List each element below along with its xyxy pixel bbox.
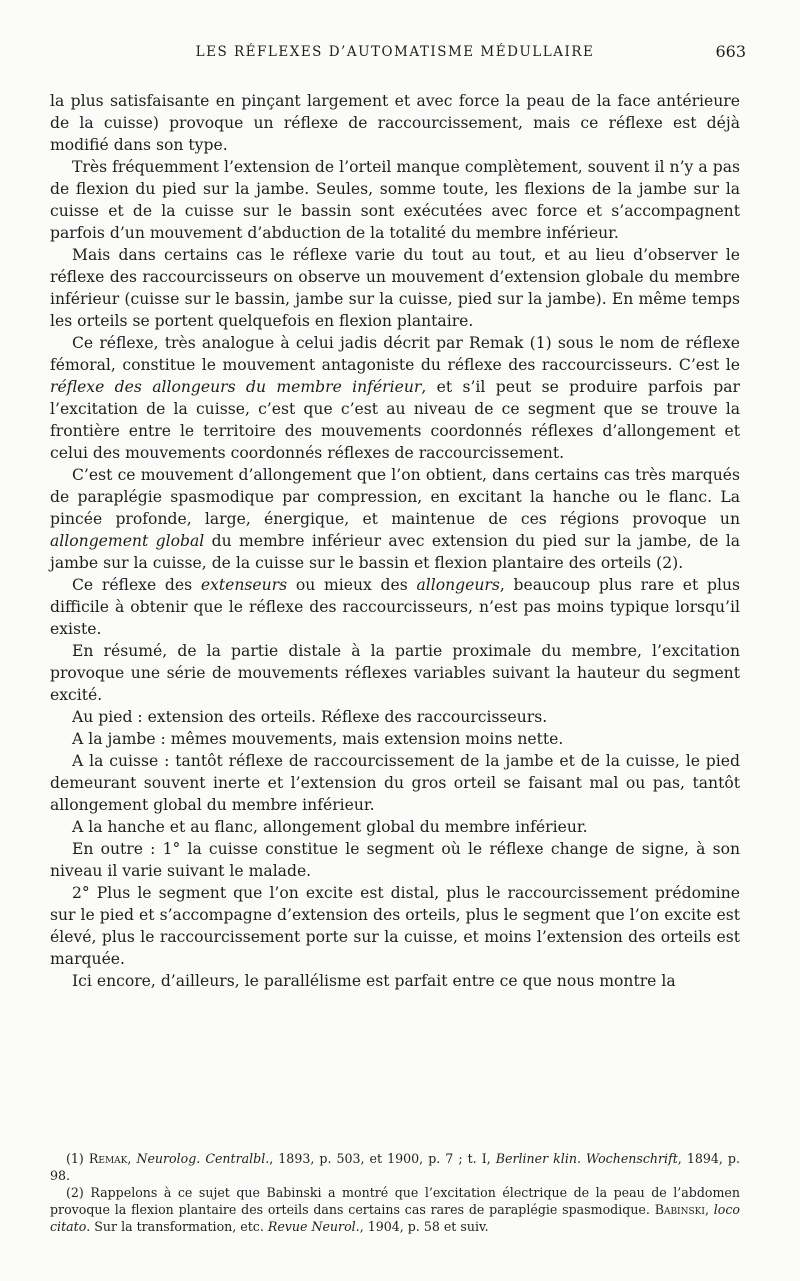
paragraph: C’est ce mouvement d’allongement que l’on obtient, dans certains cas très marqués de paraplégie spasmodique par compression, en excitant la hanche ou le flanc. La pincée profonde, large, énergique, et maintenue de ces régions provoque un allongement global du membre inférieur avec extension du pied sur la jambe, de la jambe sur la cuisse, de la cuisse sur le bassin et flexion plantaire des orteils (2). [50, 466, 740, 572]
footnote: (2) Rappelons à ce sujet que Babinski a montré que l’excitation électrique de la peau de l’abdomen provoque la flexion plantaire des orteils dans certains cas rares de paraplégie spasmodique. Babinski, loco citato. Sur la transformation, etc. Revue Neurol., 1904, p. 58 et suiv. [50, 1185, 740, 1234]
paragraph: Ce réflexe des extenseurs ou mieux des allongeurs, beaucoup plus rare et plus difficile à obtenir que le réflexe des raccourcisseurs, n’est pas moins typique lorsqu’il existe. [50, 576, 740, 638]
page-number: 663 [715, 42, 746, 61]
italic-term: allongement global [50, 532, 205, 550]
paragraph: Au pied : extension des orteils. Réflexe des raccourcisseurs. [72, 708, 548, 726]
italic-term: allongeurs [416, 576, 500, 594]
paragraph: Mais dans certains cas le réflexe varie du tout au tout, et au lieu d’observer le réflexe des raccourcisseurs on observe un mouvement d’extension globale du membre inférieur (cuisse sur le bassin, jambe sur la cuisse, pied sur la jambe). En même temps les orteils se portent quelquefois en flexion plantaire. [50, 246, 740, 330]
footnotes [50, 1150, 740, 1235]
running-header [50, 42, 746, 68]
running-title: LES RÉFLEXES D’AUTOMATISME MÉDULLAIRE [195, 44, 595, 60]
paragraph: A la cuisse : tantôt réflexe de raccourcissement de la jambe et de la cuisse, le pied demeurant souvent inerte et l’extension du gros orteil se faisant mal ou pas, tantôt allongement global du membre inférieur. [50, 752, 740, 814]
paragraph: En résumé, de la partie distale à la partie proximale du membre, l’excitation provoque une série de mouvements réflexes variables suivant la hauteur du segment excité. [50, 642, 740, 704]
paragraph: Ici encore, d’ailleurs, le parallélisme est parfait entre ce que nous montre la [72, 972, 676, 990]
italic-term: extenseurs [200, 576, 288, 594]
paragraph: En outre : 1° la cuisse constitue le segment où le réflexe change de signe, à son niveau il varie suivant le malade. [50, 840, 740, 880]
paragraph: la plus satisfaisante en pinçant largement et avec force la peau de la face antérieure de la cuisse) provoque un réflexe de raccourcissement, mais ce réflexe est déjà modifié dans son type. [50, 92, 740, 154]
paragraph: A la hanche et au flanc, allongement global du membre inférieur. [72, 818, 588, 836]
paragraph: A la jambe : mêmes mouvements, mais extension moins nette. [72, 730, 564, 748]
italic-term: réflexe des allongeurs du membre inférieur [50, 378, 422, 396]
paragraph: Très fréquemment l’extension de l’orteil manque complètement, souvent il n’y a pas de flexion du pied sur la jambe. Seules, somme toute, les flexions de la jambe sur la cuisse et de la cuisse sur le bassin sont exécutées avec force et s’accompagnent parfois d’un mouvement d’abduction de la totalité du membre inférieur. [50, 158, 740, 242]
paragraph: 2° Plus le segment que l’on excite est distal, plus le raccourcissement prédomine sur le pied et s’accompagne d’extension des orteils, plus le segment que l’on excite est élevé, plus le raccourcissement porte sur la cuisse, et moins l’extension des orteils est marquée. [50, 884, 740, 968]
author-name: Babinski [654, 1202, 705, 1217]
author-name: Remak [88, 1151, 128, 1166]
footnote: (1) Remak, Neurolog. Centralbl., 1893, p. 503, et 1900, p. 7 ; t. I, Berliner klin. Wochenschrift, 1894, p. 98. [50, 1151, 740, 1183]
body-text [50, 90, 740, 992]
paragraph: Ce réflexe, très analogue à celui jadis décrit par Remak (1) sous le nom de réflexe fémoral, constitue le mouvement antagoniste du réflexe des raccourcisseurs. C’est le réflexe des allongeurs du membre inférieur, et s’il peut se produire parfois par l’excitation de la cuisse, c’est que c’est au niveau de ce segment que se trouve la frontière entre le territoire des mouvements coordonnés réflexes d’allongement et celui des mouvements coordonnés réflexes de raccourcissement. [50, 334, 740, 462]
